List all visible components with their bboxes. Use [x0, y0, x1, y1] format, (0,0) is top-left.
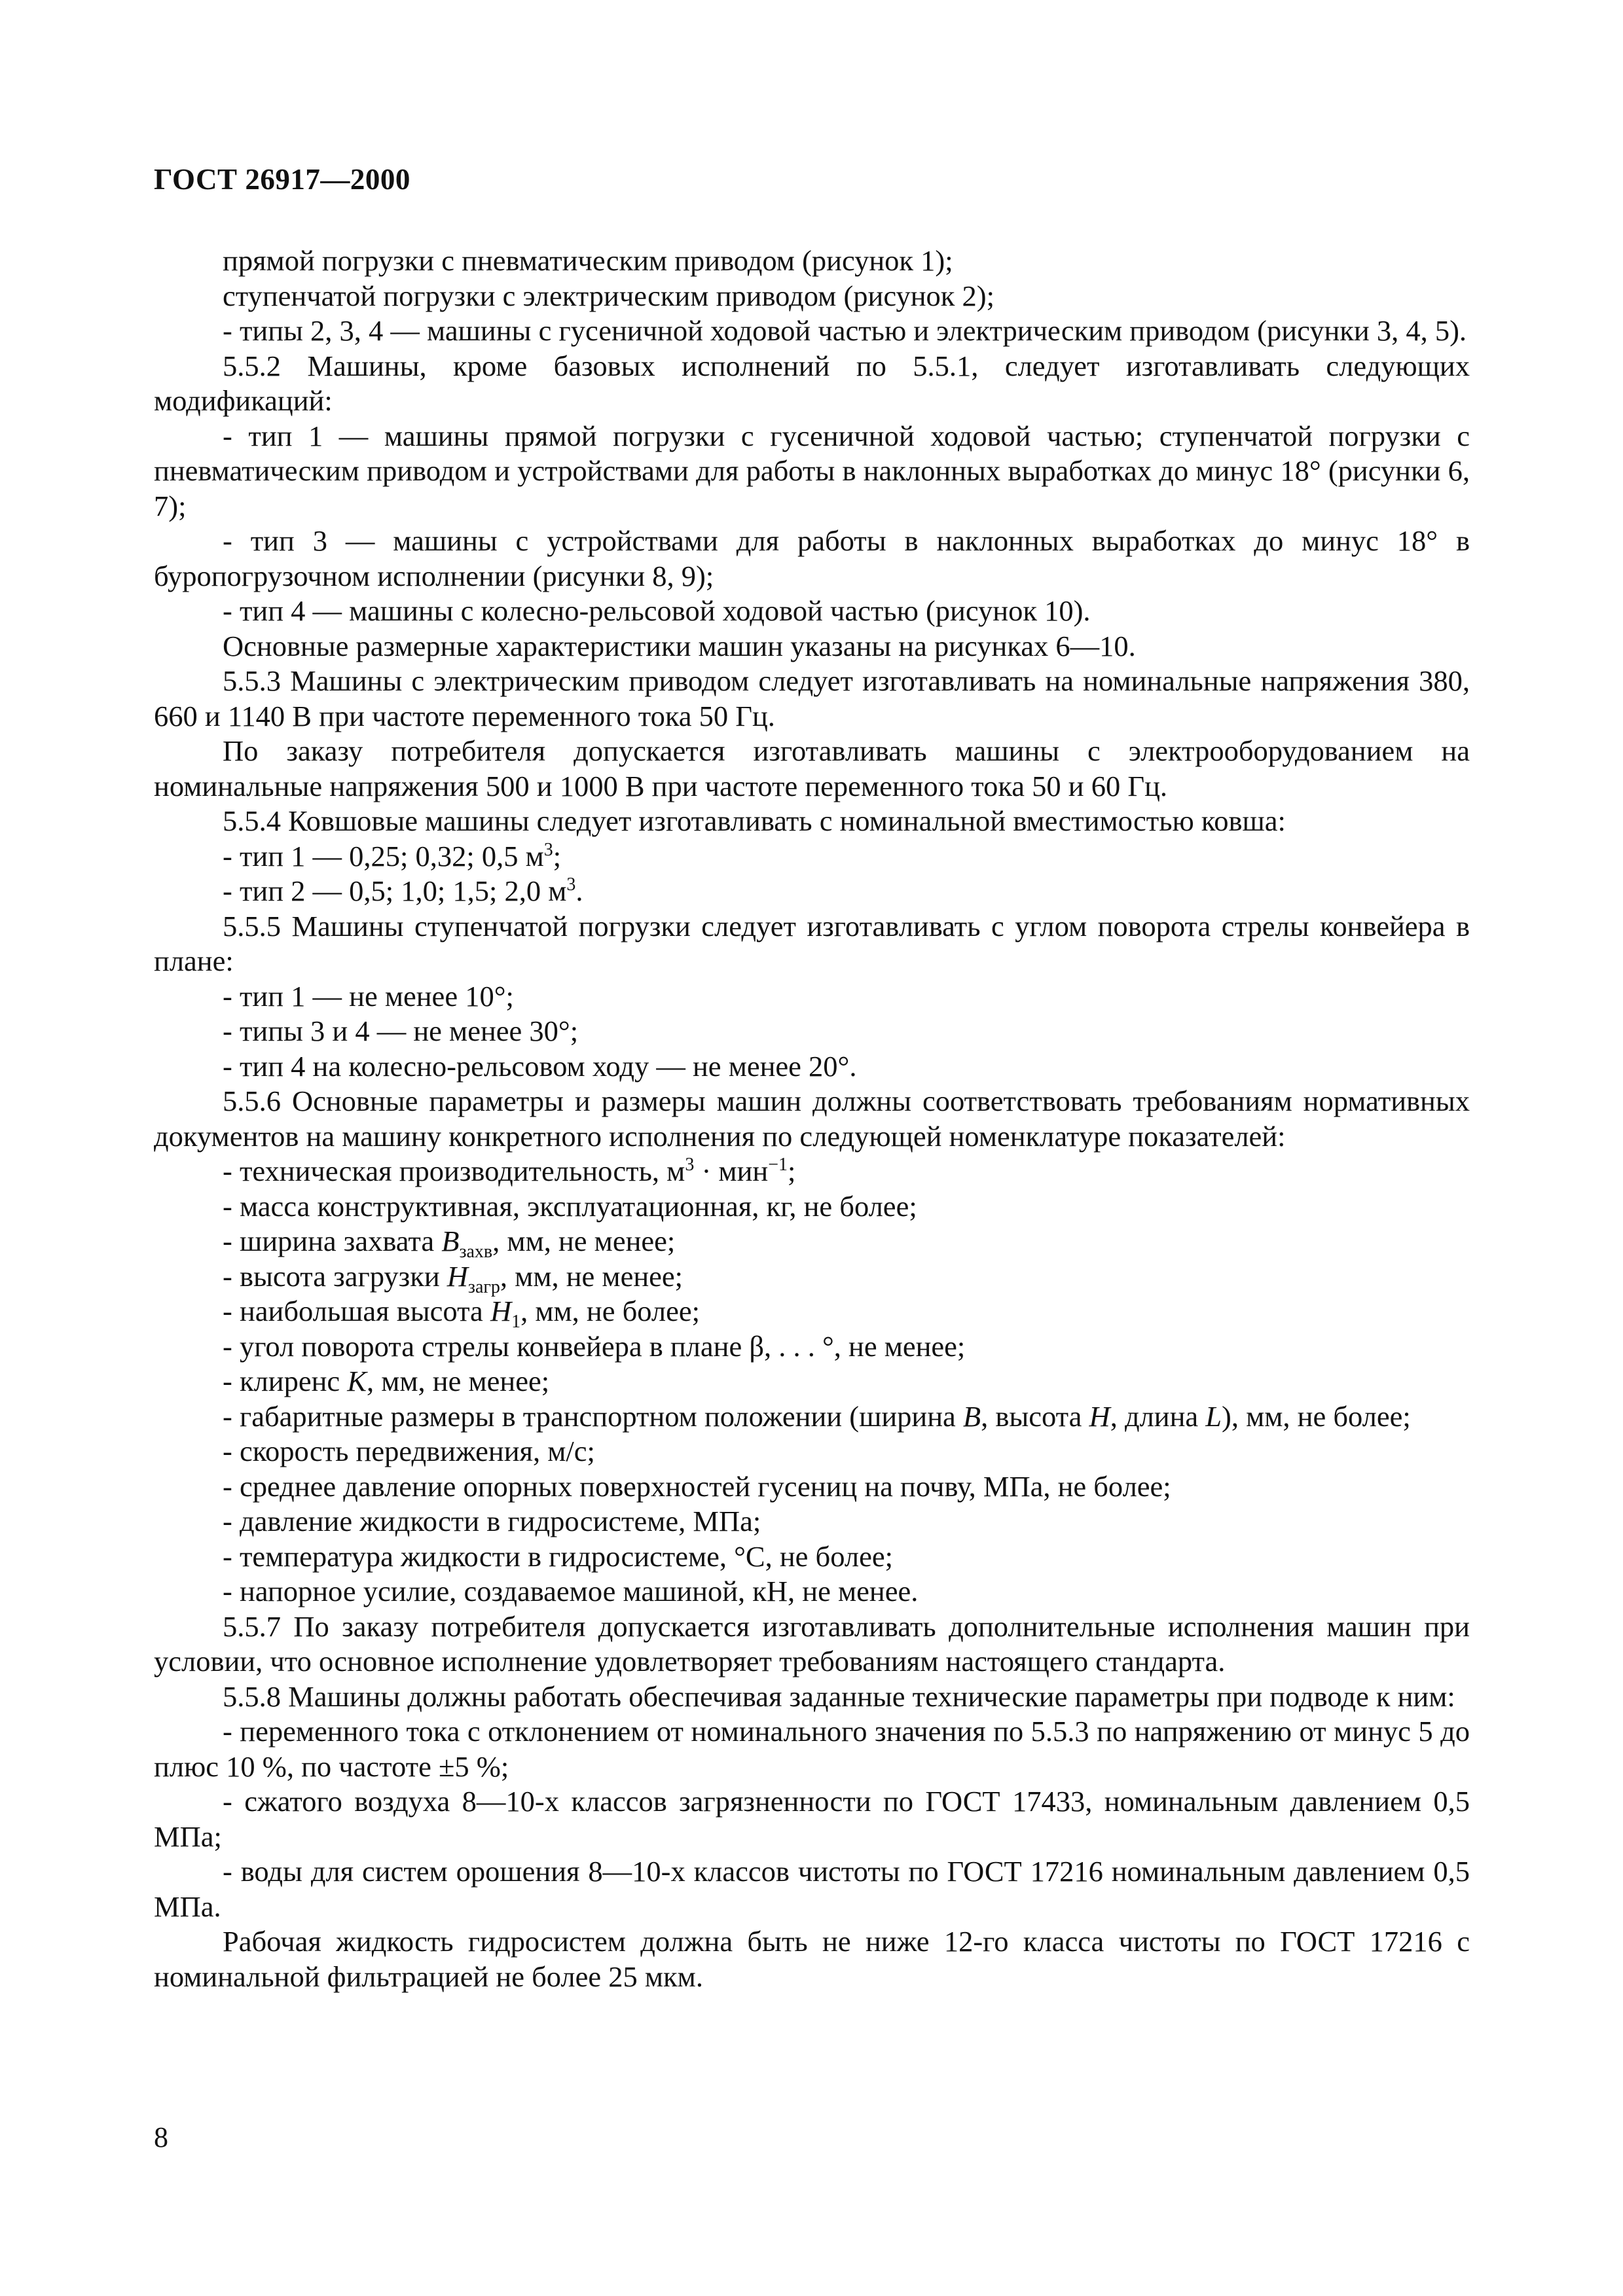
paragraph: ступенчатой погрузки с электрическим приводом (рисунок 2); [223, 279, 994, 312]
paragraph: По заказу потребителя допускается изготавливать машины с электрооборудованием на номинальные напряжения 500 и 1000 В при частоте переменного тока 50 и 60 Гц. [154, 734, 1470, 802]
paragraph-5-5-8: 5.5.8 Машины должны работать обеспечивая заданные технические параметры при подводе к ним: [223, 1679, 1455, 1713]
document-header: ГОСТ 26917—2000 [154, 163, 410, 196]
paragraph: - переменного тока с отклонением от номинального значения по 5.5.3 по напряжению от минус 5 до плюс 10 %, по частоте ±5 %; [154, 1715, 1470, 1783]
list-item-dimensions: - габаритные размеры в транспортном положении (ширина B, высота H, длина L), мм, не более; [223, 1399, 1411, 1433]
paragraph: - тип 4 — машины с колесно-рельсовой ходовой частью (рисунок 10). [223, 594, 1091, 627]
paragraph-5-5-7: 5.5.7 По заказу потребителя допускается изготавливать дополнительные исполнения машин при условии, что основное исполнение удовлетворяет требованиям настоящего стандарта. [154, 1609, 1470, 1677]
paragraph-5-5-2: 5.5.2 Машины, кроме базовых исполнений по 5.5.1, следует изготавливать следующих модификаций: [154, 349, 1470, 417]
list-item: - среднее давление опорных поверхностей гусениц на почву, МПа, не более; [223, 1469, 1171, 1503]
paragraph: прямой погрузки с пневматическим приводом (рисунок 1); [223, 244, 953, 277]
paragraph-5-5-6: 5.5.6 Основные параметры и размеры машин должны соответствовать требованиям нормативных документов на машину конкретного исполнения по следующей номенклатуре показателей: [154, 1085, 1470, 1153]
paragraph: - типы 2, 3, 4 — машины с гусеничной ходовой частью и электрическим приводом (рисунки 3, 4, 5). [223, 314, 1467, 347]
bucket-type-1: - тип 1 — 0,25; 0,32; 0,5 $м^3$; [223, 839, 562, 872]
bucket-type-2: - тип 2 — 0,5; 1,0; 1,5; 2,0 $м^3$. [223, 874, 583, 907]
paragraph-5-5-3: 5.5.3 Машины с электрическим приводом следует изготавливать на номинальные напряжения 380, 660 и 1140 В при частоте переменного тока 50 Гц. [154, 664, 1470, 732]
paragraph: - сжатого воздуха 8—10-х классов загрязненности по ГОСТ 17433, номинальным давлением 0,5 МПа; [154, 1785, 1470, 1853]
page-number: 8 [154, 2121, 168, 2153]
list-item-width: - ширина захвата $B_{захв}$, мм, не менее; [223, 1225, 676, 1262]
list-item: - скорость передвижения, м/с; [223, 1435, 595, 1467]
paragraph: Основные размерные характеристики машин указаны на рисунках 6—10. [223, 629, 1136, 662]
paragraph: - тип 1 — машины прямой погрузки с гусеничной ходовой частью; ступенчатой погрузки с пневматическим приводом и устройствами для работы в наклонных выработках до минус 18° (рисунки 6, 7); [154, 419, 1470, 522]
list-item-clearance: - клиренс K, мм, не менее; [223, 1365, 550, 1397]
list-item: - давление жидкости в гидросистеме, МПа; [223, 1505, 761, 1537]
list-item-angle: - угол поворота стрелы конвейера в плане β, . . . °, не менее; [223, 1329, 966, 1363]
paragraph: - тип 4 на колесно-рельсовом ходу — не менее 20°. [223, 1049, 857, 1083]
list-item: - напорное усилие, создаваемое машиной, кН, не менее. [223, 1575, 919, 1607]
paragraph-5-5-5: 5.5.5 Машины ступенчатой погрузки следует изготавливать с углом поворота стрелы конвейера в плане: [154, 909, 1470, 977]
paragraph: - воды для систем орошения 8—10-х классов чистоты по ГОСТ 17216 номинальным давлением 0,5 МПа. [154, 1855, 1470, 1923]
list-item-productivity: - техническая производительность, $м^3 \cdot мин^{-1}$; [223, 1155, 796, 1187]
paragraph-5-5-4: 5.5.4 Ковшовые машины следует изготавливать с номинальной вместимостью ковша: [223, 804, 1286, 837]
list-item-mass: - масса конструктивная, эксплуатационная, кг, не более; [223, 1189, 917, 1223]
list-item-max-height: - наибольшая высота $H_1$, мм, не более; [223, 1295, 700, 1332]
paragraph: - тип 3 — машины с устройствами для работы в наклонных выработках до минус 18° в буропогрузочном исполнении (рисунки 8, 9); [154, 524, 1470, 592]
list-item-load-height: - высота загрузки $H_{загр}$, мм, не менее; [223, 1259, 684, 1297]
document-body [154, 243, 1470, 1994]
paragraph: Рабочая жидкость гидросистем должна быть не ниже 12-го класса чистоты по ГОСТ 17216 с номинальной фильтрацией не более 25 мкм. [154, 1925, 1470, 1993]
list-item: - температура жидкости в гидросистеме, °С, не более; [223, 1539, 893, 1573]
paragraph: - тип 1 — не менее 10°; [223, 979, 514, 1013]
paragraph: - типы 3 и 4 — не менее 30°; [223, 1014, 579, 1047]
